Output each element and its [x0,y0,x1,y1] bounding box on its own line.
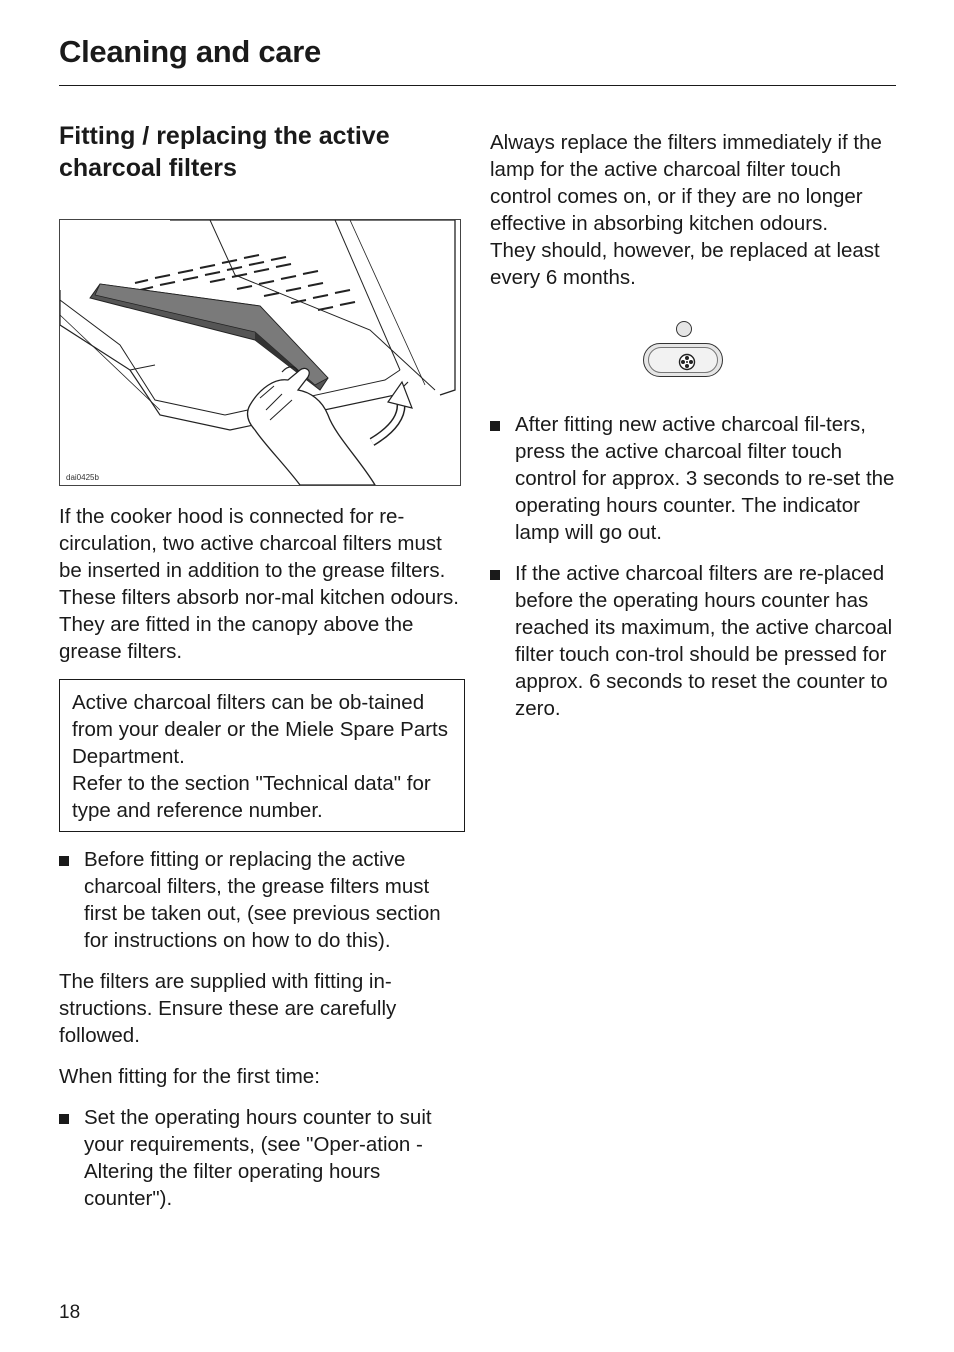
left-column [59,120,465,1212]
bullet-text: If the active charcoal filters are re-placed before the operating hours counter has reached its maximum, the active charcoal filter touch con-trol should be pressed for approx. 6 seconds to reset the counter to zero. [515,562,893,720]
bullet-text: After fitting new active charcoal fil-ters, press the active charcoal filter touch control for approx. 3 seconds to re-set the operating hours counter. The indicator lamp will go out. [515,413,895,544]
indicator-lamp-icon [676,321,692,337]
intro-paragraph: If the cooker hood is connected for re-circulation, two active charcoal filters must be inserted in addition to the grease filters. These filters absorb nor-mal kitchen odours. [59,505,459,609]
first-time-paragraph: When fitting for the first time: [59,1065,320,1088]
supplied-instructions-paragraph: The filters are supplied with fitting in-structions. Ensure these are carefully followed. [59,970,397,1047]
list-item [59,1104,465,1212]
page-title: Cleaning and care [59,34,321,69]
list-item [59,846,465,954]
list-item [490,411,896,546]
right-column [490,129,896,722]
charcoal-filter-fan-icon [678,353,696,371]
note-box [59,679,465,832]
title-divider [59,85,896,86]
filter-fitting-illustration [59,219,461,486]
square-bullet-icon [490,570,500,580]
square-bullet-icon [59,856,69,866]
bullet-text: Set the operating hours counter to suit your requirements, (see "Oper-ation - Altering the filter operating hours counter"). [84,1106,432,1210]
square-bullet-icon [59,1114,69,1124]
bullet-text: Before fitting or replacing the active charcoal filters, the grease filters must first be taken out, (see previous section for instructions on how to do this). [84,848,441,952]
hood-filter-drawing [60,220,460,485]
list-item [490,560,896,722]
square-bullet-icon [490,421,500,431]
figure-code: dai0425b [66,473,99,482]
fitting-location-paragraph: They are fitted in the canopy above the grease filters. [59,613,414,663]
charcoal-filter-touch-control [643,343,723,377]
page-number: 18 [59,1302,81,1323]
replacement-interval-paragraph: They should, however, be replaced at least every 6 months. [490,239,880,289]
touch-control-illustration [490,317,896,397]
note-text-technical-data: Refer to the section "Technical data" for type and reference number. [72,772,431,822]
section-heading: Fitting / replacing the active charcoal filters [59,122,390,182]
note-text-dealer: Active charcoal filters can be ob-tained from your dealer or the Miele Spare Parts Department. [72,691,448,768]
replacement-paragraph: Always replace the filters immediately if the lamp for the active charcoal filter touch control comes on, or if they are no longer effective in absorbing kitchen odours. [490,131,882,235]
touch-control-surface [648,347,718,373]
